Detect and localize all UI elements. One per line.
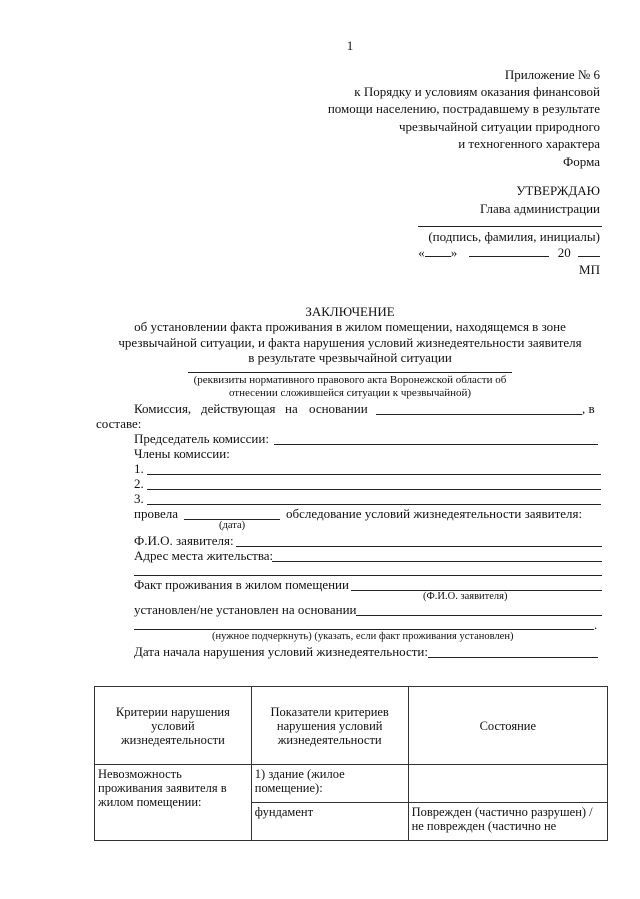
- appendix-block: [328, 66, 600, 152]
- date-quote-close: »: [450, 245, 458, 260]
- table-header-row: [95, 687, 608, 765]
- approve-heading: УТВЕРЖДАЮ: [516, 183, 600, 198]
- commission-in: , в: [582, 401, 595, 416]
- commission-on: на: [285, 401, 298, 416]
- appendix-line: помощи населению, пострадавшему в результате: [327, 101, 600, 117]
- requisites-note: (реквизиты нормативного правового акта Воронежской области об отнесении сложившейся ситуации к чрезвычайной): [193, 374, 507, 399]
- applicant-name-note: (Ф.И.О. заявителя): [423, 591, 508, 602]
- appendix-line: и техногенного характера: [458, 135, 600, 151]
- applicant-name-field[interactable]: [236, 546, 602, 547]
- member-3-field[interactable]: [147, 504, 601, 505]
- date-note: (дата): [219, 520, 246, 531]
- member-number: 3.: [134, 491, 144, 506]
- conducted-label: провела: [134, 506, 179, 521]
- table-cell: 1) здание (жилое помещение):: [251, 765, 408, 803]
- established-basis-field[interactable]: [356, 615, 602, 616]
- header-state: Состояние: [408, 687, 607, 765]
- criteria-table: [94, 686, 608, 841]
- address-label: Адрес места жительства:: [134, 548, 274, 563]
- applicant-name-label: Ф.И.О. заявителя:: [134, 533, 234, 548]
- member-2-field[interactable]: [147, 489, 601, 490]
- page-number: 1: [346, 38, 354, 53]
- document-title: ЗАКЛЮЧЕНИЕ: [305, 304, 395, 319]
- member-1-field[interactable]: [147, 474, 601, 475]
- stamp-label: МП: [579, 262, 600, 277]
- commission-acting: действующая: [201, 401, 276, 416]
- appendix-line: Приложение № 6: [504, 67, 600, 82]
- header-criteria: Критерии нарушения условий жизнедеятельности: [95, 687, 252, 765]
- address-field[interactable]: [272, 561, 602, 562]
- address-field-2[interactable]: [134, 575, 602, 576]
- year-field[interactable]: [578, 245, 600, 257]
- approval-block: [480, 182, 600, 218]
- composition-label: составе:: [96, 416, 142, 431]
- violation-start-field[interactable]: [428, 657, 598, 658]
- violation-start-label: Дата начала нарушения условий жизнедеятельности:: [134, 644, 428, 659]
- signature-line[interactable]: [418, 226, 602, 227]
- commission-prefix: Комиссия,: [134, 401, 192, 416]
- table-cell: фундамент: [251, 803, 408, 841]
- table-cell: Невозможность проживания заявителя в жилом помещении:: [95, 765, 252, 841]
- appendix-line: чрезвычайной ситуации природного: [399, 118, 600, 134]
- members-label: Члены комиссии:: [134, 446, 230, 461]
- requisites-line[interactable]: [188, 372, 512, 373]
- date-quote-open: «: [418, 245, 425, 260]
- table-row: [95, 765, 608, 803]
- day-field[interactable]: [425, 245, 451, 257]
- table-cell[interactable]: Поврежден (частично разрушен) / не поврежден (частично не: [408, 803, 607, 841]
- underline-note: (нужное подчеркнуть) (указать, если факт проживания установлен): [212, 631, 514, 642]
- survey-text: обследование условий жизнедеятельности заявителя:: [286, 506, 583, 521]
- basis-field[interactable]: [376, 414, 582, 415]
- approval-date: [418, 245, 600, 261]
- member-number: 1.: [134, 461, 144, 476]
- document-subtitle: об установлении факта проживания в жилом помещении, находящемся в зоне чрезвычайной ситуации, и факта нарушения условий жизнедеятельности заявителя в результате чрезвычайной ситуации: [118, 319, 582, 365]
- head-of-administration: Глава администрации: [479, 201, 600, 216]
- commission-basis: основании: [309, 401, 368, 416]
- chairman-label: Председатель комиссии:: [134, 431, 269, 446]
- member-number: 2.: [134, 476, 144, 491]
- appendix-line: к Порядку и условиям оказания финансовой: [354, 84, 600, 100]
- period: .: [594, 617, 598, 632]
- year-prefix: 20: [557, 245, 571, 260]
- residence-fact-label: Факт проживания в жилом помещении: [134, 577, 349, 592]
- header-indicators: Показатели критериев нарушения условий жизнедеятельности: [251, 687, 408, 765]
- established-label: установлен/не установлен на основании: [134, 602, 357, 617]
- month-field[interactable]: [469, 245, 549, 257]
- form-label: Форма: [563, 154, 600, 169]
- table-cell[interactable]: [408, 765, 607, 803]
- chairman-field[interactable]: [274, 444, 598, 445]
- signature-note: (подпись, фамилия, инициалы): [428, 229, 600, 244]
- established-basis-field-2[interactable]: [134, 629, 594, 630]
